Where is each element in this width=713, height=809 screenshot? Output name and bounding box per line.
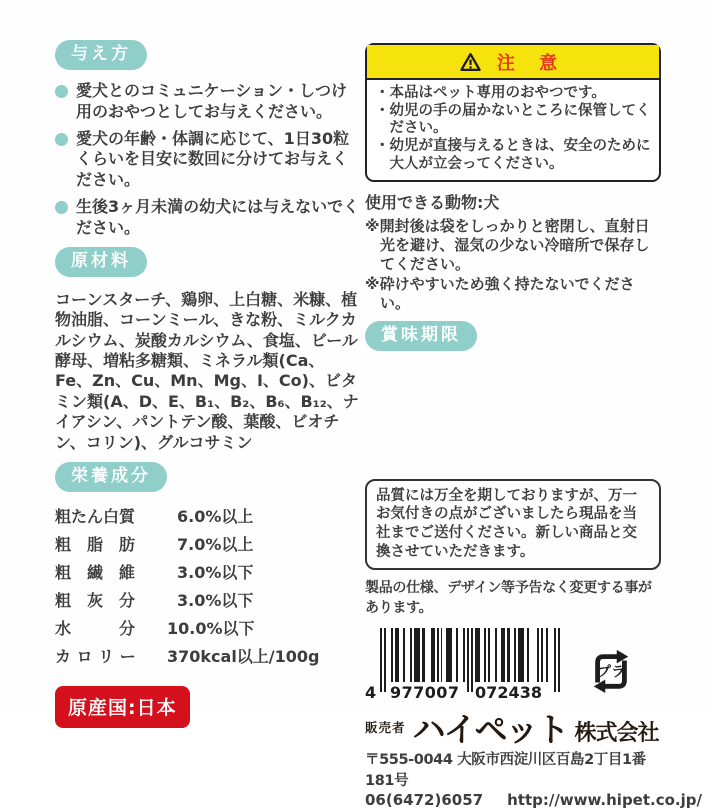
- seller-row: [365, 710, 661, 750]
- nutrition-label: カ ロ リ ー: [55, 647, 136, 667]
- barcode-digits: [365, 683, 560, 703]
- barcode-digit: 7: [447, 683, 459, 703]
- feeding-section-header: 与え方: [55, 40, 147, 70]
- caution-item: ・幼児が直接与えるときは、安全のために大人が立会ってください。: [375, 138, 651, 172]
- table-row: [55, 616, 360, 639]
- barcode-digit: 7: [413, 683, 425, 703]
- note-item: ※砕けやすいため強く持たないでください。: [365, 275, 635, 312]
- caution-body: [367, 80, 659, 180]
- barcode-digit: 2: [497, 683, 509, 703]
- caution-box: [365, 43, 661, 182]
- quality-guarantee-box: 品質には万全を期しておりますが、万一お気付きの点がございましたら現品を当社までご送付ください。新しい商品と交換させていただきます。: [365, 479, 661, 570]
- table-row: [55, 588, 360, 611]
- ingredients-text: コーンスターチ、鶏卵、上白糖、米糠、植物油脂、コーンミール、きな粉、ミルクカルシウム、炭酸カルシウム、食塩、ビール酵母、増粘多糖類、ミネラル類(Ca、Fe、Zn、Cu、Mn、Mg、I、Co)、ビタミン類(A、D、E、B₁、B₂、B₆、B₁₂、ナイアシン、パントテン酸、葉酸、ビオチン、コリン)、グルコサミン: [55, 289, 359, 452]
- right-column: [365, 43, 702, 809]
- caution-item: ・幼児の手の届かないところに保管してください。: [375, 102, 651, 137]
- left-column: [55, 40, 360, 728]
- nutrition-value: 7.0%以上: [177, 535, 254, 555]
- bullet-icon: [55, 85, 68, 98]
- bullet-icon: [55, 201, 68, 214]
- nutrition-value: 3.0%以下: [177, 563, 254, 583]
- barcode-row: [365, 628, 661, 702]
- list-item: [55, 81, 360, 123]
- nutrition-label: 粗 繊 維: [55, 563, 136, 583]
- barcode-digit: 7: [486, 683, 498, 703]
- nutrition-label: 粗 脂 肪: [55, 535, 136, 555]
- list-item: [55, 197, 360, 239]
- feeding-item-text: 愛犬の年齢・体調に応じて、1日30粒くらいを目安に数回に分けてお与えください。: [76, 128, 350, 190]
- nutrition-value: 3.0%以下: [177, 591, 254, 611]
- nutrition-section-header: 栄養成分: [55, 462, 167, 492]
- expiry-section-header: 賞味期限: [365, 321, 477, 351]
- barcode-digit: 0: [475, 683, 487, 703]
- seller-role-label: 販売者: [365, 720, 406, 736]
- recycle-label: プラ: [596, 664, 625, 681]
- company-contact: [365, 791, 702, 809]
- table-row: [55, 560, 360, 583]
- nutrition-label: 水 分: [55, 619, 136, 639]
- company-suffix: 株式会社: [574, 721, 659, 747]
- barcode-lead-digit: 4: [365, 683, 377, 703]
- nutrition-value: 370kcal以上/100g: [167, 647, 320, 667]
- table-row: [55, 644, 360, 667]
- caution-header: [367, 45, 659, 80]
- bullet-icon: [55, 133, 68, 146]
- nutrition-label: 粗 灰 分: [55, 591, 136, 611]
- note-item: ※開封後は袋をしっかりと密閉し、直射日光を避け、湿気の少ない冷暗所で保存してください。: [365, 217, 650, 274]
- feeding-item-text: 生後3ヶ月未満の幼犬には与えないでください。: [76, 196, 360, 237]
- nutrition-value: 10.0%以下: [167, 619, 255, 639]
- company-address: 〒555-0044 大阪市西淀川区百島2丁目1番181号: [365, 752, 646, 790]
- brand-logo: ハイペット: [412, 710, 568, 750]
- barcode-digit: 4: [508, 683, 520, 703]
- caution-title: 注 意: [496, 53, 567, 74]
- usable-animal-text: 使用できる動物:犬: [365, 193, 500, 213]
- feeding-item-text: 愛犬とのコミュニケーション・しつけ用のおやつとしてお与えください。: [76, 81, 348, 121]
- spec-change-note: 製品の仕様、デザイン等予告なく変更する事があります。: [365, 580, 652, 617]
- storage-notes: [365, 217, 661, 312]
- table-row: [55, 504, 360, 527]
- barcode-digit: 7: [401, 683, 413, 703]
- barcode-group-left: [380, 683, 466, 702]
- company-phone: 06(6472)6057: [365, 791, 484, 809]
- plastic-recycling-icon: [588, 646, 634, 696]
- nutrition-table: [55, 504, 360, 667]
- nutrition-value: 6.0%以上: [177, 507, 254, 527]
- nutrition-label: 粗たん白質: [55, 507, 136, 527]
- barcode-digit: 9: [390, 683, 402, 703]
- ingredients-section-header: 原材料: [55, 247, 147, 277]
- barcode-digit: 0: [424, 683, 436, 703]
- list-item: [55, 129, 360, 191]
- caution-item: ・本品はペット専用のおやつです。: [375, 85, 606, 101]
- warning-triangle-icon: [460, 52, 481, 72]
- feeding-instructions-list: [55, 81, 360, 239]
- barcode: [365, 628, 560, 702]
- country-of-origin-badge: 原産国:日本: [55, 686, 190, 728]
- barcode-digit: 3: [519, 683, 531, 703]
- barcode-group-right: [466, 683, 552, 702]
- table-row: [55, 532, 360, 555]
- company-url: http://www.hipet.co.jp/: [507, 791, 702, 809]
- barcode-digit: 8: [530, 683, 542, 703]
- barcode-digit: 0: [436, 683, 448, 703]
